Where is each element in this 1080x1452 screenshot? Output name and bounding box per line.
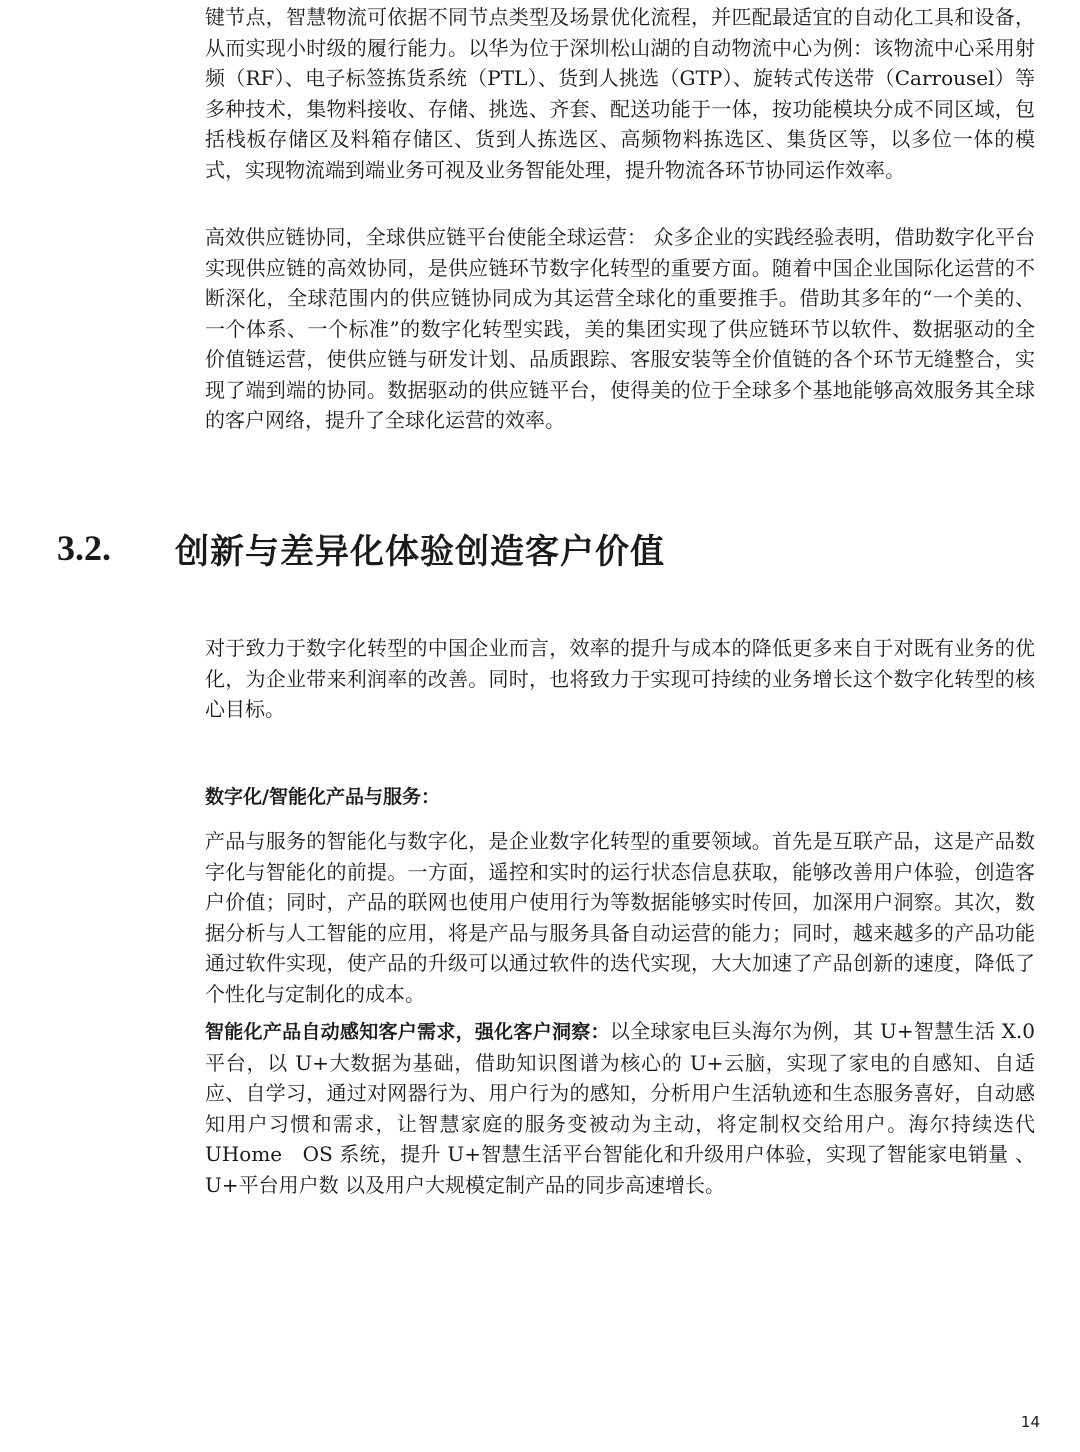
paragraph-haier-case xyxy=(205,1016,1035,1200)
section-title: 创新与差异化体验创造客户价值 xyxy=(175,531,665,572)
case-lead: 智能化产品自动感知客户需求，强化客户洞察： xyxy=(205,1021,610,1043)
section-number: 3.2. xyxy=(57,528,111,568)
paragraph-supply-chain: 高效供应链协同，全球供应链平台使能全球运营： 众多企业的实践经验表明，借助数字化平台实现供应链的高效协同，是供应链环节数字化转型的重要方面。随着中国企业国际化运营的不断深化，全球范围内的供应链协同成为其运营全球化的重要推手。借助其多年的“一个美的、一个体系、一个标准”的数字化转型实践，美的集团实现了供应链环节以软件、数据驱动的全价值链运营，使供应链与研发计划、品质跟踪、客服安装等全价值链的各个环节无缝整合，实现了端到端的协同。数据驱动的供应链平台，使得美的位于全球多个基地能够高效服务其全球的客户网络，提升了全球化运营的效率。 xyxy=(205,225,1035,432)
paragraph-intro: 对于致力于数字化转型的中国企业而言，效率的提升与成本的降低更多来自于对既有业务的优化，为企业带来利润率的改善。同时，也将致力于实现可持续的业务增长这个数字化转型的核心目标。 xyxy=(205,636,1035,721)
case-text: 以全球家电巨头海尔为例，其 U+智慧生活 X.0 平台，以 U+大数据为基础，借助知识图谱为核心的 U+云脑，实现了家电的自感知、自适应、自学习，通过对网器行为、用户行为的感知，分析用户生活轨迹和生态服务喜好，自动感知用户习惯和需求，让智慧家庭的服务变被动为主动，将定制权交给用户。海尔持续迭代 UHome OS 系统，提升 U+智慧生活平台智能化和升级用户体验，实现了智能家电销量 、U+平台用户数 以及用户大规模定制产品的同步高速增长。 xyxy=(205,1019,1035,1197)
section-heading xyxy=(57,518,1037,578)
paragraph-logistics: 键节点，智慧物流可依据不同节点类型及场景优化流程，并匹配最适宜的自动化工具和设备，从而实现小时级的履行能力。以华为位于深圳松山湖的自动物流中心为例：该物流中心采用射频（RF）、电子标签拣货系统（PTL）、货到人挑选（GTP）、旋转式传送带（Carrousel）等多种技术，集物料接收、存储、挑选、齐套、配送功能于一体，按功能模块分成不同区域，包括栈板存储区及料箱存储区、货到人拣选区、高频物料拣选区、集货区等，以多位一体的模式，实现物流端到端业务可视及业务智能处理，提升物流各环节协同运作效率。 xyxy=(205,5,1035,182)
subheading: 数字化/智能化产品与服务： xyxy=(205,786,440,808)
page-number: 14 xyxy=(1020,1413,1040,1431)
paragraph-products-services: 产品与服务的智能化与数字化，是企业数字化转型的重要领域。首先是互联产品，这是产品数字化与智能化的前提。一方面，遥控和实时的运行状态信息获取，能够改善用户体验，创造客户价值；同时，产品的联网也使用户使用行为等数据能够实时传回，加深用户洞察。其次，数据分析与人工智能的应用，将是产品与服务具备自动运营的能力；同时，越来越多的产品功能通过软件实现，使产品的升级可以通过软件的迭代实现，大大加速了产品创新的速度，降低了个性化与定制化的成本。 xyxy=(205,829,1035,1006)
